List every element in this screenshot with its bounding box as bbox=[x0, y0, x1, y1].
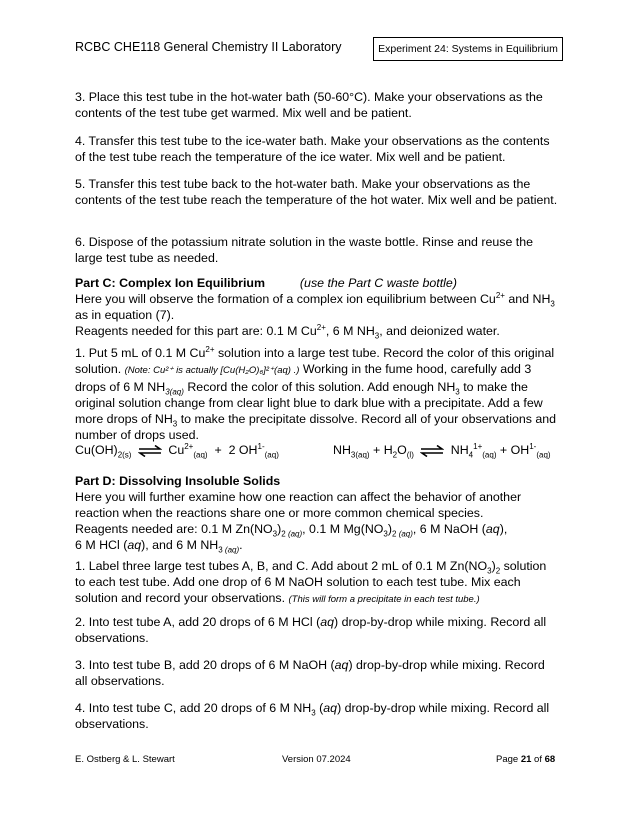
part-d-section bbox=[75, 473, 560, 553]
d-step1-b: solution to each test tube. Add one drop of 6 M NaOH solution to each test tube. Mix each solution and record your observations. bbox=[75, 559, 547, 605]
equilibrium-arrow-icon bbox=[420, 445, 444, 457]
part-c-reagents: Reagents needed for this part are: 0.1 M Cu bbox=[75, 324, 317, 338]
equation-copper: $Cu(OH)_{2(s)}$ $Cu^{2+}_{(aq)} + 2$ $OH^{1-}_{(aq)}$ bbox=[75, 441, 279, 460]
part-d-step2: 2. Into test tube A, add 20 drops of 6 M HCl (aq) drop-by-drop while mixing. Record all observations. bbox=[75, 615, 547, 645]
c-step1-e: to make the original solution change from clear light blue to dark blue with a precipitate. Add a few more drops of NH bbox=[75, 380, 543, 426]
experiment-box bbox=[373, 37, 563, 61]
part-c-step1: 1. Put 5 mL of 0.1 M $Cu^{2+}$ solution into a large test tube. Record the color of this original solution. (Note: Cu²⁺ is actually [Cu(H₂O)₆]²⁺(aq) .) Working in the fume hood, carefully add 3 drops of 6 M $NH_{3(aq)}$ Record the color of this solution. Add enough $NH_3$ to make the original solution change from clear light blue to dark blue with a precipitate. Add a few more drops of $NH_3$ to make the precipitate dissolve. Record all of your observations and number of drops used. bbox=[75, 344, 557, 442]
part-c-intro-3: as in equation (7). bbox=[75, 308, 175, 322]
footer-page bbox=[496, 754, 555, 765]
part-c-intro: Here you will observe the formation of a complex ion equilibrium between Cu bbox=[75, 292, 496, 306]
footer-version: Version 07.2024 bbox=[282, 754, 351, 765]
page-number: 21 bbox=[520, 754, 532, 765]
page-prefix: Page bbox=[496, 754, 521, 765]
equilibrium-arrow-icon bbox=[138, 445, 162, 457]
d-step3-end: all observations. bbox=[75, 674, 165, 688]
d-step1-a: 1. Label three large test tubes A, B, and C. Add about 2 mL of 0.1 M Zn(NO bbox=[75, 559, 488, 573]
step-b6: 6. Dispose of the potassium nitrate solution in the waste bottle. Rinse and reuse the large test tube as needed. bbox=[75, 235, 534, 265]
experiment-label: Experiment 24: Systems in Equilibrium bbox=[378, 43, 558, 55]
step-b5: 5. Transfer this test tube back to the hot-water bath. Make your observations as the contents of the test tube reach the temperature of the hot water. Mix well and be patient. bbox=[75, 177, 558, 207]
part-c-reagents-3: , and deionized water. bbox=[379, 324, 500, 338]
d-step1-note: (This will form a precipitate in each test tube.) bbox=[288, 594, 480, 605]
footer-authors: E. Ostberg & L. Stewart bbox=[75, 754, 175, 765]
c-step1-c: Working in the fume hood, carefully add 3 drops of 6 M NH bbox=[75, 362, 532, 394]
equation-ammonia: $NH_{3(aq)} + H_2O_{(l)}$ $NH_4^{1+}_{(aq)} + OH^{1-}_{(aq)}$ bbox=[333, 441, 551, 460]
part-c-section: Part C: Complex Ion Equilibrium (use the Part C waste bottle) Here you will observe the formation of a complex ion equilibrium between $Cu^{2+}$ and $NH_3$ as in equation (7). Reagents needed for this part are: 0.1 M $Cu^{2+}$, 6 M $NH_3$, and deionized water. bbox=[75, 275, 560, 339]
header-title: RCBC CHE118 General Chemistry II Laboratory bbox=[75, 40, 342, 54]
c-step1-a: 1. Put 5 mL of 0.1 M Cu bbox=[75, 346, 206, 360]
d-step4-end: observations. bbox=[75, 717, 149, 731]
c-step1-note: (Note: Cu²⁺ is actually [Cu(H₂O)₆]²⁺(aq) .) bbox=[124, 365, 300, 376]
part-c-waste-note: (use the Part C waste bottle) bbox=[299, 276, 457, 290]
step-b4: 4. Transfer this test tube to the ice-water bath. Make your observations as the contents of the test tube reach the temperature of the ice water. Mix well and be patient. bbox=[75, 134, 550, 164]
c-step1-d: Record the color of this solution. Add enough NH bbox=[183, 380, 456, 394]
c-step1-b: solution into a large test tube. Record the color of this original solution. bbox=[75, 346, 555, 376]
step-b3: 3. Place this test tube in the hot-water bath (50-60°C). Make your observations as the contents of the test tube get warmed. Mix well and be patient. bbox=[75, 90, 543, 120]
part-c-heading: Part C: Complex Ion Equilibrium bbox=[75, 276, 266, 290]
part-c-intro-2: and NH bbox=[504, 292, 551, 306]
part-d-step3: 3. Into test tube B, add 20 drops of 6 M NaOH (aq) drop-by-drop while mixing. Record all observations. bbox=[75, 658, 545, 688]
part-c-reagents-2: , 6 M NH bbox=[325, 324, 375, 338]
d-step2-end: observations. bbox=[75, 631, 149, 645]
part-d-heading: Part D: Dissolving Insoluble Solids bbox=[75, 474, 281, 488]
c-step1-f: to make the precipitate dissolve. Record all of your observations and number of drops used. bbox=[75, 412, 557, 442]
part-d-step1: 1. Label three large test tubes A, B, and C. Add about 2 mL of 0.1 M $Zn(NO_3)_2$ solution to each test tube. Add one drop of 6 M NaOH solution to each test tube. Mix each solution and record your observations. (This will form a precipitate in each test tube.) bbox=[75, 559, 547, 605]
page-mid: of bbox=[531, 754, 545, 765]
part-d-intro: Here you will further examine how one reaction can affect the behavior of another reaction when the reactions share one or more common chemical species. bbox=[75, 490, 522, 520]
page-total: 68 bbox=[544, 754, 556, 765]
part-d-step4: 4. Into test tube C, add 20 drops of 6 M $NH_3$ (aq) drop-by-drop while mixing. Record all observations. bbox=[75, 701, 550, 731]
part-d-reagents: Reagents needed are: 0.1 M $Zn(NO_3)_{2 (aq)}$, 0.1 M $Mg(NO_3)_{2 (aq)}$, 6 M NaOH (aq), 6 M HCl (aq), and 6 M $NH_{3 (aq)}$. bbox=[75, 522, 508, 555]
